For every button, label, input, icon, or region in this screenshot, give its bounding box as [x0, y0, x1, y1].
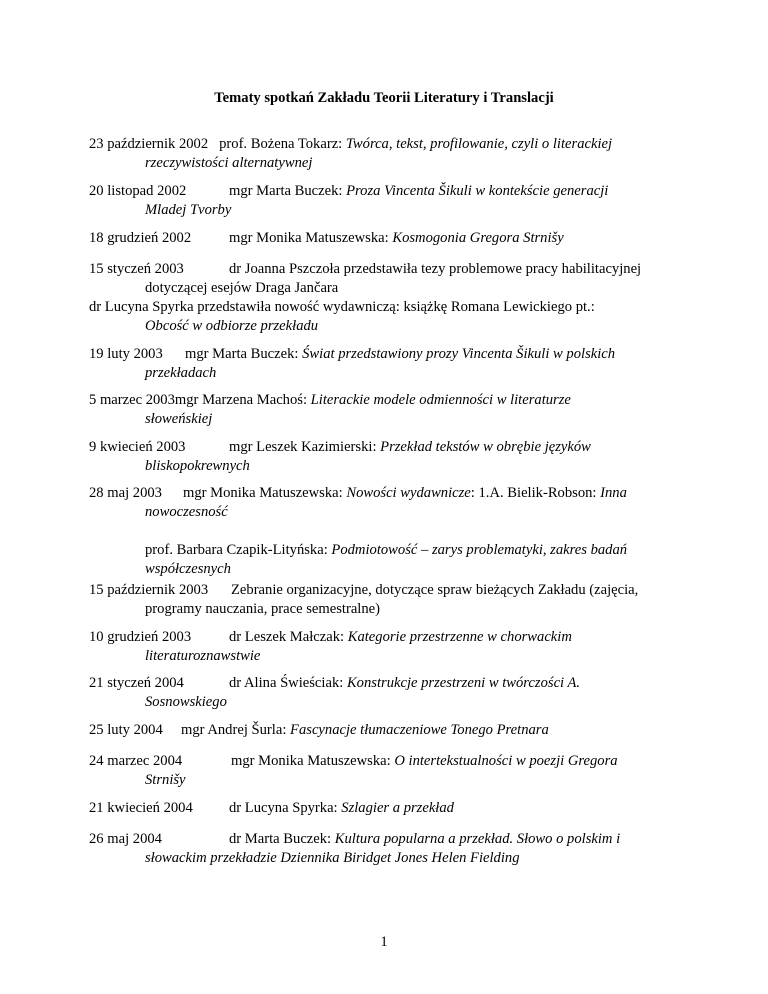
- entry-date: 15 październik 2003: [89, 582, 209, 598]
- entry-text-cont: programy nauczania, prace semestralne): [145, 601, 380, 617]
- entry-speaker: dr Alina Świeściak:: [229, 675, 347, 691]
- entry-extra-title: Obcość w odbiorze przekładu: [145, 318, 319, 334]
- entry-date: 19 luty 2003: [89, 346, 163, 362]
- list-item: [89, 391, 689, 429]
- list-item: [89, 721, 689, 740]
- entry-title-cont: Sosnowskiego: [145, 694, 227, 710]
- entry-title-cont: bliskopokrewnych: [145, 458, 250, 474]
- entry-title: Konstrukcje przestrzeni w twórczości A.: [346, 675, 581, 691]
- entry-date: 20 listopad 2002: [89, 183, 187, 199]
- entry-text-cont: dotyczącej esejów Draga Jančara: [145, 280, 339, 296]
- entry-title-cont: rzeczywistości alternatywnej: [145, 155, 313, 171]
- list-item: [89, 484, 689, 579]
- entry-sub-speaker: prof. Barbara Czapik-Lityńska:: [145, 542, 332, 558]
- page-number: 1: [380, 934, 388, 950]
- list-item: [89, 830, 689, 868]
- entry-date: 24 marzec 2004: [89, 753, 183, 769]
- page-title: Tematy spotkań Zakładu Teorii Literatury i Translacji: [214, 90, 554, 106]
- entry-extra: dr Lucyna Spyrka przedstawiła nowość wydawniczą: książkę Romana Lewickiego pt.:: [89, 299, 595, 315]
- entry-title-cont: Strnišy: [145, 772, 186, 788]
- entry-title: Przekład tekstów w obrębie języków: [380, 439, 591, 455]
- entry-date: 28 maj 2003: [89, 485, 162, 501]
- entry-title: Twórca, tekst, profilowanie, czyli o literackiej: [345, 136, 613, 152]
- entry-date: 5 marzec 2003: [89, 392, 175, 408]
- entry-speaker: mgr Marta Buczek:: [185, 346, 303, 362]
- entry-date: 18 grudzień 2002: [89, 230, 192, 246]
- entry-title-cont: słowackim przekładzie Dziennika Biridget Jones Helen Fielding: [145, 850, 520, 866]
- entry-speaker: mgr Andrej Šurla:: [181, 722, 291, 738]
- entry-speaker: dr Leszek Małczak:: [229, 629, 348, 645]
- entry-speaker: dr Lucyna Spyrka:: [229, 800, 342, 816]
- entry-speaker: mgr Marta Buczek:: [229, 183, 347, 199]
- entry-date: 15 styczeń 2003: [89, 261, 184, 277]
- entry-title-cont: Mladej Tvorby: [145, 202, 232, 218]
- entry-title: Nowości wydawnicze: [346, 485, 471, 501]
- list-item: [89, 229, 689, 248]
- entry-title: Proza Vincenta Šikuli w kontekście generacji: [346, 183, 609, 199]
- entry-speaker: dr Marta Buczek:: [229, 831, 335, 847]
- entry-date: 10 grudzień 2003: [89, 629, 192, 645]
- list-item: [89, 182, 689, 220]
- entry-sub-title: Podmiotowość – zarys problematyki, zakres badań: [331, 542, 628, 558]
- list-item: [89, 752, 689, 790]
- entry-speaker: mgr Marzena Machoś:: [174, 392, 311, 408]
- entry-title: Szlagier a przekład: [341, 800, 454, 816]
- entry-title: O intertekstualności w poezji Gregora: [394, 753, 618, 769]
- entry-title: Kategorie przestrzenne w chorwackim: [347, 629, 572, 645]
- entry-date: 26 maj 2004: [89, 831, 162, 847]
- entry-date: 25 luty 2004: [89, 722, 163, 738]
- entry-title-cont: literaturoznawstwie: [145, 648, 261, 664]
- entry-speaker: Zebranie organizacyjne, dotyczące spraw bieżących Zakładu (zajęcia,: [231, 582, 639, 598]
- entry-title: Fascynacje tłumaczeniowe Tonego Pretnara: [290, 722, 549, 738]
- entry-speaker: prof. Bożena Tokarz:: [219, 136, 346, 152]
- list-item: [89, 799, 689, 818]
- entry-title: Literackie modele odmienności w literaturze: [310, 392, 571, 408]
- list-item: [89, 345, 689, 383]
- entry-speaker: mgr Monika Matuszewska:: [183, 485, 347, 501]
- entry-title-cont: przekładach: [145, 365, 217, 381]
- list-item: [89, 135, 689, 173]
- entry-date: 23 październik 2002: [89, 136, 209, 152]
- entry-title: Kultura popularna a przekład. Słowo o polskim i: [334, 831, 621, 847]
- entry-sub-title-cont: współczesnych: [145, 561, 231, 577]
- entry-title-cont: nowoczesność: [145, 504, 228, 520]
- entry-title-cont: słoweńskiej: [145, 411, 213, 427]
- entry-speaker: mgr Leszek Kazimierski:: [229, 439, 381, 455]
- list-item: [89, 674, 689, 712]
- list-item: [89, 628, 689, 666]
- entry-speaker: dr Joanna Pszczoła przedstawiła tezy problemowe pracy habilitacyjnej: [229, 261, 642, 277]
- entry-title: Kosmogonia Gregora Strnišy: [392, 230, 564, 246]
- list-item: [89, 581, 689, 619]
- entry-speaker: mgr Monika Matuszewska:: [229, 230, 393, 246]
- entry-speaker: mgr Monika Matuszewska:: [231, 753, 395, 769]
- entry-text: : 1.A. Bielik-Robson:: [470, 485, 601, 501]
- entry-date: 21 styczeń 2004: [89, 675, 184, 691]
- entry-title: Świat przedstawiony prozy Vincenta Šikuli w polskich: [302, 346, 616, 362]
- entry-title-2: Inna: [600, 485, 627, 501]
- entry-date: 9 kwiecień 2003: [89, 439, 186, 455]
- list-item: [89, 438, 689, 476]
- entry-date: 21 kwiecień 2004: [89, 800, 193, 816]
- list-item: [89, 260, 689, 336]
